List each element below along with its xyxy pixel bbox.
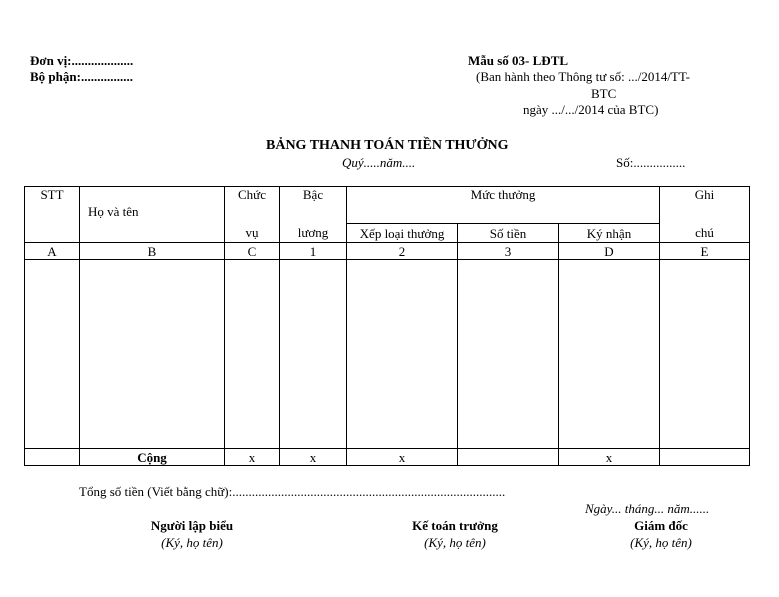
header-ghi-chu-2: chú xyxy=(660,224,750,243)
code-cell: E xyxy=(660,243,750,260)
signer-role: Giám đốc xyxy=(634,518,688,533)
signer-note: (Ký, họ tên) xyxy=(424,535,486,550)
bo-phan: Bộ phận:................ xyxy=(30,69,133,84)
page-title: BẢNG THANH TOÁN TIỀN THƯỞNG xyxy=(266,138,509,153)
body-cell xyxy=(347,260,458,449)
signer-note: (Ký, họ tên) xyxy=(630,535,692,550)
body-cell xyxy=(660,260,750,449)
signer-role: Kế toán trưởng xyxy=(412,518,498,533)
total-cell: x xyxy=(347,449,458,466)
signer-role: Người lập biểu xyxy=(150,518,234,533)
body-cell xyxy=(25,260,80,449)
header-chuc-vu-2: vụ xyxy=(225,224,280,243)
total-cell: x xyxy=(280,449,347,466)
total-row xyxy=(25,449,750,466)
body-cell xyxy=(458,260,559,449)
total-label: Cộng xyxy=(80,449,225,466)
total-cell xyxy=(660,449,750,466)
body-cell xyxy=(80,260,225,449)
code-row xyxy=(25,243,750,260)
body-row xyxy=(25,260,750,449)
body-cell xyxy=(280,260,347,449)
code-cell: A xyxy=(25,243,80,260)
document-number: Số:................ xyxy=(616,155,686,170)
code-cell: B xyxy=(80,243,225,260)
code-cell: C xyxy=(225,243,280,260)
issued-by-line2: BTC xyxy=(591,86,617,101)
code-cell: 1 xyxy=(280,243,347,260)
header-chuc-vu-1: Chức xyxy=(225,187,280,224)
total-cell xyxy=(25,449,80,466)
header-ky-nhan: Ký nhận xyxy=(559,224,660,243)
total-cell: x xyxy=(559,449,660,466)
signer-note: (Ký, họ tên) xyxy=(161,535,223,550)
header-bac-luong-1: Bậc xyxy=(280,187,347,224)
code-cell: D xyxy=(559,243,660,260)
total-cell: x xyxy=(225,449,280,466)
issued-by-line3: ngày .../.../2014 của BTC) xyxy=(523,102,659,117)
code-cell: 2 xyxy=(347,243,458,260)
don-vi: Đơn vị:................... xyxy=(30,53,134,68)
bonus-table xyxy=(24,186,750,466)
header-so-tien: Số tiền xyxy=(458,224,559,243)
header-ho-ten: Họ và tên xyxy=(80,187,225,243)
body-cell xyxy=(559,260,660,449)
issued-by-line1: (Ban hành theo Thông tư số: .../2014/TT- xyxy=(476,69,690,84)
header-muc-thuong: Mức thưởng xyxy=(347,187,660,224)
total-cell xyxy=(458,449,559,466)
header-stt: STT xyxy=(25,187,80,243)
header-ghi-chu-1: Ghi xyxy=(660,187,750,224)
date-line: Ngày... tháng... năm...... xyxy=(585,501,710,516)
form-number: Mẫu số 03- LĐTL xyxy=(468,53,569,68)
header-bac-luong-2: lương xyxy=(280,224,347,243)
quarter-year: Quý.....năm.... xyxy=(342,155,416,170)
code-cell: 3 xyxy=(458,243,559,260)
total-in-words: Tổng số tiền (Viết bằng chữ):.................................................................................... xyxy=(79,484,506,499)
body-cell xyxy=(225,260,280,449)
header-xep-loai: Xếp loại thưởng xyxy=(347,224,458,243)
